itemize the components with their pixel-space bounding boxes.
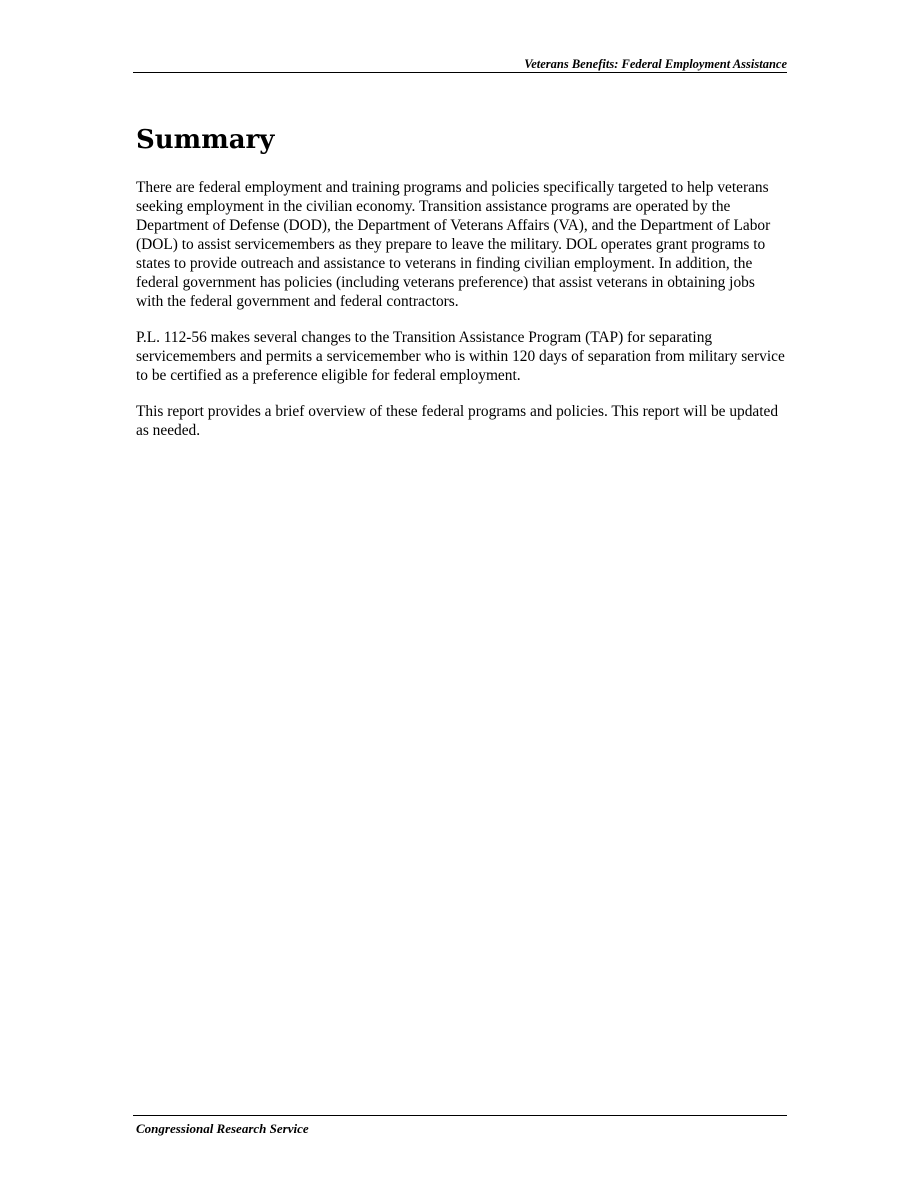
summary-paragraph-3: This report provides a brief overview of these federal programs and policies. This report will be updated as needed. [136,403,779,439]
summary-paragraph-2: P.L. 112-56 makes several changes to the Transition Assistance Program (TAP) for separating servicemembers and permits a servicemember who is within 120 days of separation from military service to be certified as a preference eligible for federal employment. [136,329,785,384]
running-header: Veterans Benefits: Federal Employment Assistance [524,57,787,71]
summary-body [136,178,786,457]
footer-divider [133,1115,787,1116]
page-title: Summary [136,125,275,155]
header-divider [133,72,787,73]
running-footer: Congressional Research Service [136,1121,309,1136]
summary-paragraph-1: There are federal employment and training programs and policies specifically targeted to help veterans seeking employment in the civilian economy. Transition assistance programs are operated by the Department of Defense (DOD), the Department of Veterans Affairs (VA), and the Department of Labor (DOL) to assist servicemembers as they prepare to leave the military. DOL operates grant programs to states to provide outreach and assistance to veterans in finding civilian employment. In addition, the federal government has policies (including veterans preference) that assist veterans in obtaining jobs with the federal government and federal contractors. [136,179,771,310]
